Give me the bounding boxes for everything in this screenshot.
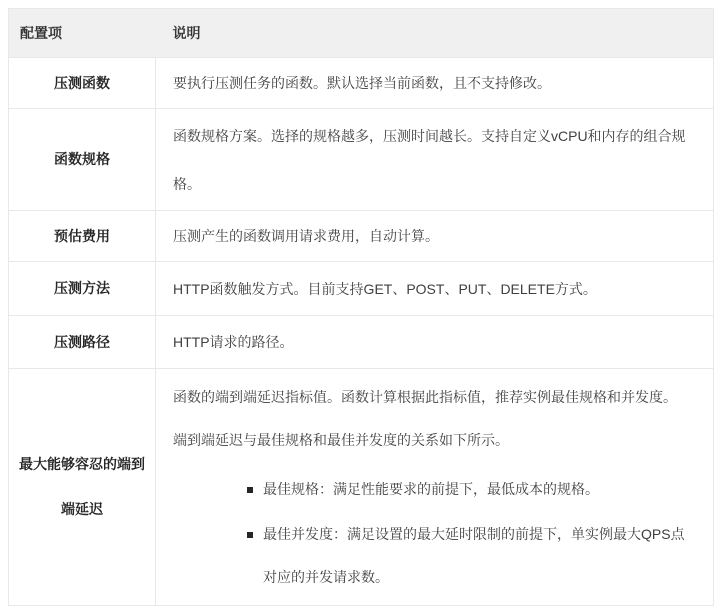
row-description — [156, 369, 714, 606]
list-item-best-concurrency — [247, 513, 693, 599]
row-label: 压测函数 — [9, 58, 156, 109]
config-table — [8, 8, 714, 606]
bullet-square-icon — [247, 487, 253, 493]
latency-paragraph-1: 函数的端到端延迟指标值。函数计算根据此指标值，推荐实例最佳规格和并发度。 — [173, 388, 677, 405]
table-row-function-spec — [9, 109, 714, 211]
table-row-estimated-cost — [9, 211, 714, 262]
table-row-load-test-path — [9, 316, 714, 369]
row-label: 压测方法 — [9, 262, 156, 316]
config-table-container — [8, 8, 714, 606]
row-description: HTTP请求的路径。 — [156, 316, 714, 369]
row-label: 函数规格 — [9, 109, 156, 211]
table-row-load-test-method — [9, 262, 714, 316]
table-row-max-tolerable-latency — [9, 369, 714, 606]
row-label: 最大能够容忍的端到端延迟 — [9, 369, 156, 606]
list-item-text: 最佳规格：满足性能要求的前提下，最低成本的规格。 — [263, 480, 599, 497]
row-label: 压测路径 — [9, 316, 156, 369]
row-description: 要执行压测任务的函数。默认选择当前函数，且不支持修改。 — [156, 58, 714, 109]
table-header — [9, 9, 714, 58]
header-config-item: 配置项 — [9, 9, 156, 58]
row-description: 压测产生的函数调用请求费用，自动计算。 — [156, 211, 714, 262]
latency-bullet-list — [173, 468, 693, 599]
row-description: HTTP函数触发方式。目前支持GET、POST、PUT、DELETE方式。 — [156, 262, 714, 316]
list-item-best-spec — [247, 468, 693, 511]
bullet-square-icon — [247, 532, 253, 538]
latency-paragraph-2: 端到端延迟与最佳规格和最佳并发度的关系如下所示。 — [173, 431, 509, 448]
list-item-text: 最佳并发度：满足设置的最大延时限制的前提下，单实例最大QPS点对应的并发请求数。 — [263, 525, 685, 585]
table-body — [9, 58, 714, 606]
table-header-row — [9, 9, 714, 58]
row-label: 预估费用 — [9, 211, 156, 262]
row-description: 函数规格方案。选择的规格越多，压测时间越长。支持自定义vCPU和内存的组合规格。 — [156, 109, 714, 211]
table-row-load-test-function — [9, 58, 714, 109]
header-description: 说明 — [156, 9, 714, 58]
